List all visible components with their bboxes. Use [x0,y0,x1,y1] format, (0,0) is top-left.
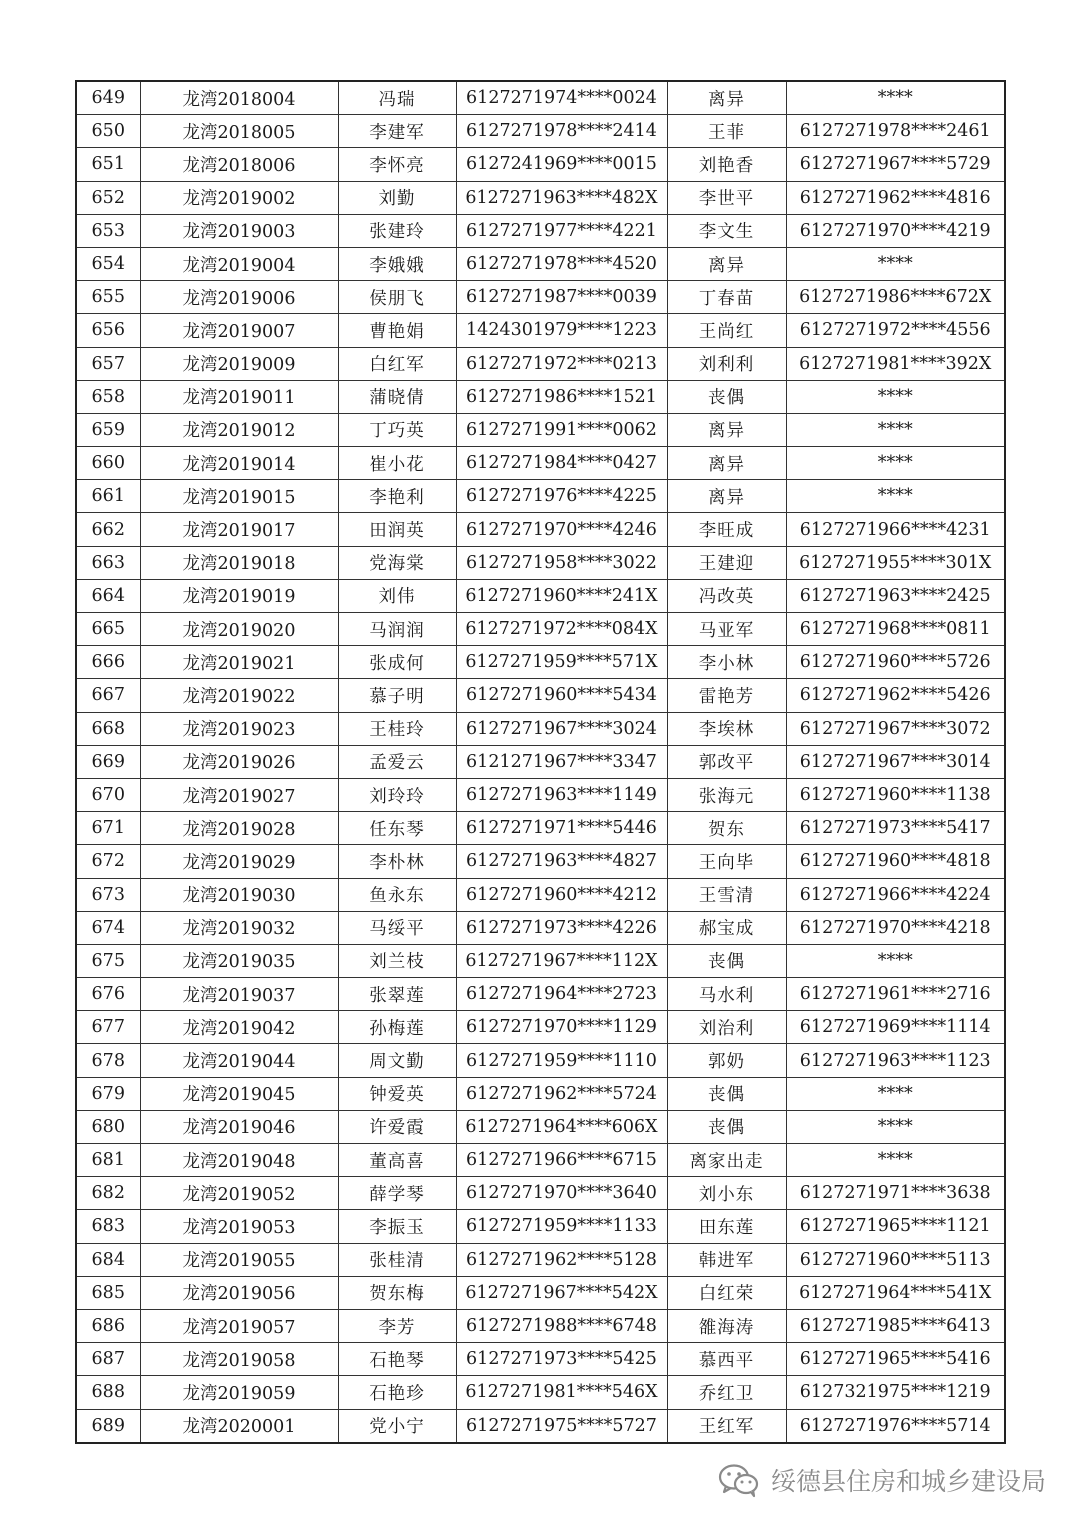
spouse-name-or-status: 郭改平 [667,745,786,778]
applicant-name: 张建玲 [338,214,456,247]
table-row [76,314,1005,347]
applicant-id: 6127271973****4226 [456,911,667,944]
applicant-name: 李怀亮 [338,148,456,181]
spouse-id: 6127271955****301X [786,546,1005,579]
spouse-id: 6127271961****2716 [786,978,1005,1011]
applicant-id: 6127271960****241X [456,579,667,612]
applicant-name: 石艳琴 [338,1343,456,1376]
applicant-name: 党海棠 [338,546,456,579]
sequence-number: 689 [76,1409,140,1443]
applicant-id: 6127271970****3640 [456,1177,667,1210]
applicant-id: 6127271978****2414 [456,115,667,148]
spouse-id: **** [786,1077,1005,1110]
applicant-name: 鱼永东 [338,878,456,911]
applicant-table [75,80,1006,1444]
table-row [76,944,1005,977]
wechat-icon [717,1462,761,1498]
applicant-name: 丁巧英 [338,413,456,446]
applicant-id: 6127271967****542X [456,1276,667,1309]
applicant-name: 张翠莲 [338,978,456,1011]
sequence-number: 669 [76,745,140,778]
spouse-name-or-status: 郭奶 [667,1044,786,1077]
applicant-name: 慕子明 [338,679,456,712]
table-row [76,181,1005,214]
file-number: 龙湾2019007 [140,314,338,347]
applicant-name: 马绥平 [338,911,456,944]
file-number: 龙湾2019029 [140,845,338,878]
applicant-name: 刘勤 [338,181,456,214]
spouse-name-or-status: 马水利 [667,978,786,1011]
table-row [76,1077,1005,1110]
table-row [76,513,1005,546]
spouse-id: 6127271965****5416 [786,1343,1005,1376]
watermark [717,1455,1046,1505]
sequence-number: 674 [76,911,140,944]
spouse-id: 6127271969****1114 [786,1011,1005,1044]
spouse-name-or-status: 刘小东 [667,1177,786,1210]
table-row [76,579,1005,612]
spouse-id: 6127271963****2425 [786,579,1005,612]
applicant-name: 李建军 [338,115,456,148]
spouse-id: **** [786,380,1005,413]
spouse-id: 6127271967****3014 [786,745,1005,778]
applicant-id: 6127271960****5434 [456,679,667,712]
spouse-name-or-status: 雒海涛 [667,1309,786,1342]
applicant-name: 刘玲玲 [338,778,456,811]
sequence-number: 652 [76,181,140,214]
table-row [76,81,1005,115]
applicant-name: 田润英 [338,513,456,546]
spouse-name-or-status: 王雪清 [667,878,786,911]
spouse-name-or-status: 王建迎 [667,546,786,579]
applicant-name: 马润润 [338,613,456,646]
spouse-name-or-status: 乔红卫 [667,1376,786,1409]
table-row [76,978,1005,1011]
file-number: 龙湾2019058 [140,1343,338,1376]
applicant-id: 6127271977****4221 [456,214,667,247]
spouse-name-or-status: 李世平 [667,181,786,214]
applicant-name: 许爱霞 [338,1110,456,1143]
spouse-id: 6127271978****2461 [786,115,1005,148]
sequence-number: 662 [76,513,140,546]
sequence-number: 654 [76,247,140,280]
table-row [76,214,1005,247]
sequence-number: 649 [76,81,140,115]
spouse-name-or-status: 郝宝成 [667,911,786,944]
file-number: 龙湾2019006 [140,281,338,314]
spouse-id: 6127271968****0811 [786,613,1005,646]
spouse-id: 6127271967****5729 [786,148,1005,181]
table-row [76,1210,1005,1243]
sequence-number: 653 [76,214,140,247]
file-number: 龙湾2019048 [140,1144,338,1177]
sequence-number: 672 [76,845,140,878]
table-row [76,1309,1005,1342]
table-row [76,447,1005,480]
spouse-id: 6127271960****5726 [786,646,1005,679]
applicant-id: 6127271967****112X [456,944,667,977]
file-number: 龙湾2019045 [140,1077,338,1110]
spouse-id: 6127271964****541X [786,1276,1005,1309]
spouse-id: 6127271960****4818 [786,845,1005,878]
file-number: 龙湾2019021 [140,646,338,679]
spouse-name-or-status: 白红荣 [667,1276,786,1309]
file-number: 龙湾2019023 [140,712,338,745]
applicant-id: 6127271962****5128 [456,1243,667,1276]
table-row [76,1110,1005,1143]
spouse-id: **** [786,944,1005,977]
spouse-id: **** [786,480,1005,513]
sequence-number: 659 [76,413,140,446]
applicant-id: 1424301979****1223 [456,314,667,347]
applicant-name: 张桂清 [338,1243,456,1276]
spouse-id: 6127271971****3638 [786,1177,1005,1210]
applicant-id: 6127271963****1149 [456,778,667,811]
applicant-name: 李娥娥 [338,247,456,280]
table-row [76,845,1005,878]
sequence-number: 678 [76,1044,140,1077]
table-row [76,878,1005,911]
sequence-number: 664 [76,579,140,612]
spouse-id: **** [786,1144,1005,1177]
applicant-id: 6127241969****0015 [456,148,667,181]
spouse-name-or-status: 丧偶 [667,1077,786,1110]
spouse-name-or-status: 丧偶 [667,1110,786,1143]
applicant-name: 钟爱英 [338,1077,456,1110]
spouse-name-or-status: 韩进军 [667,1243,786,1276]
applicant-name: 王桂玲 [338,712,456,745]
table-row [76,247,1005,280]
applicant-id: 6127271974****0024 [456,81,667,115]
file-number: 龙湾2019028 [140,812,338,845]
applicant-name: 孟爱云 [338,745,456,778]
table-row [76,281,1005,314]
file-number: 龙湾2019003 [140,214,338,247]
spouse-id: 6127271967****3072 [786,712,1005,745]
spouse-name-or-status: 离异 [667,247,786,280]
file-number: 龙湾2019020 [140,613,338,646]
sequence-number: 661 [76,480,140,513]
spouse-name-or-status: 王向毕 [667,845,786,878]
file-number: 龙湾2019030 [140,878,338,911]
sequence-number: 660 [76,447,140,480]
file-number: 龙湾2019015 [140,480,338,513]
spouse-name-or-status: 刘利利 [667,347,786,380]
spouse-name-or-status: 离异 [667,413,786,446]
applicant-name: 侯朋飞 [338,281,456,314]
spouse-id: 6127271976****5714 [786,1409,1005,1443]
file-number: 龙湾2019035 [140,944,338,977]
applicant-id: 6127271971****5446 [456,812,667,845]
spouse-name-or-status: 贺东 [667,812,786,845]
spouse-id: **** [786,81,1005,115]
file-number: 龙湾2019027 [140,778,338,811]
spouse-id: **** [786,247,1005,280]
applicant-name: 崔小花 [338,447,456,480]
spouse-id: **** [786,413,1005,446]
spouse-id: 6127271960****5113 [786,1243,1005,1276]
sequence-number: 688 [76,1376,140,1409]
spouse-name-or-status: 离异 [667,81,786,115]
applicant-id: 6127271975****5727 [456,1409,667,1443]
spouse-id: 6127271972****4556 [786,314,1005,347]
sequence-number: 673 [76,878,140,911]
table-row [76,1011,1005,1044]
applicant-name: 孙梅莲 [338,1011,456,1044]
applicant-name: 石艳珍 [338,1376,456,1409]
sequence-number: 665 [76,613,140,646]
file-number: 龙湾2019046 [140,1110,338,1143]
table-row [76,1376,1005,1409]
file-number: 龙湾2019037 [140,978,338,1011]
file-number: 龙湾2019032 [140,911,338,944]
applicant-id: 6127271964****2723 [456,978,667,1011]
sequence-number: 667 [76,679,140,712]
sequence-number: 651 [76,148,140,181]
spouse-name-or-status: 离家出走 [667,1144,786,1177]
sequence-number: 658 [76,380,140,413]
sequence-number: 650 [76,115,140,148]
applicant-name: 李朴林 [338,845,456,878]
sequence-number: 668 [76,712,140,745]
applicant-id: 6127271958****3022 [456,546,667,579]
file-number: 龙湾2019009 [140,347,338,380]
sequence-number: 666 [76,646,140,679]
applicant-id: 6127271970****1129 [456,1011,667,1044]
applicant-id: 6127271963****4827 [456,845,667,878]
table-row [76,148,1005,181]
applicant-name: 张成何 [338,646,456,679]
sequence-number: 686 [76,1309,140,1342]
file-number: 龙湾2019011 [140,380,338,413]
sequence-number: 655 [76,281,140,314]
table-body [76,81,1005,1443]
spouse-id: 6127271960****1138 [786,778,1005,811]
spouse-name-or-status: 丧偶 [667,380,786,413]
table-row [76,679,1005,712]
spouse-name-or-status: 慕西平 [667,1343,786,1376]
file-number: 龙湾2018006 [140,148,338,181]
table-row [76,778,1005,811]
applicant-id: 6127271960****4212 [456,878,667,911]
table-row [76,1177,1005,1210]
applicant-name: 李艳利 [338,480,456,513]
sequence-number: 687 [76,1343,140,1376]
spouse-name-or-status: 王菲 [667,115,786,148]
applicant-name: 党小宁 [338,1409,456,1443]
spouse-id: 6127271986****672X [786,281,1005,314]
spouse-id: 6127271970****4218 [786,911,1005,944]
spouse-name-or-status: 李旺成 [667,513,786,546]
file-number: 龙湾2019026 [140,745,338,778]
sequence-number: 663 [76,546,140,579]
applicant-id: 6127271964****606X [456,1110,667,1143]
spouse-name-or-status: 雷艳芳 [667,679,786,712]
applicant-id: 6127271962****5724 [456,1077,667,1110]
spouse-id: 6127271966****4231 [786,513,1005,546]
spouse-name-or-status: 离异 [667,447,786,480]
sequence-number: 677 [76,1011,140,1044]
file-number: 龙湾2020001 [140,1409,338,1443]
spouse-name-or-status: 李小林 [667,646,786,679]
applicant-id: 6127271973****5425 [456,1343,667,1376]
applicant-id: 6127271970****4246 [456,513,667,546]
applicant-name: 任东琴 [338,812,456,845]
spouse-id: 6127271985****6413 [786,1309,1005,1342]
table-row [76,115,1005,148]
sequence-number: 670 [76,778,140,811]
table-row [76,480,1005,513]
applicant-id: 6127271988****6748 [456,1309,667,1342]
table-row [76,812,1005,845]
spouse-name-or-status: 刘艳香 [667,148,786,181]
file-number: 龙湾2019004 [140,247,338,280]
applicant-id: 6127271959****1110 [456,1044,667,1077]
spouse-name-or-status: 刘治利 [667,1011,786,1044]
table-row [76,745,1005,778]
spouse-id: 6127271973****5417 [786,812,1005,845]
applicant-id: 6127271981****546X [456,1376,667,1409]
table-row [76,646,1005,679]
spouse-name-or-status: 李埃林 [667,712,786,745]
spouse-name-or-status: 离异 [667,480,786,513]
applicant-name: 刘兰枝 [338,944,456,977]
applicant-name: 蒲晓倩 [338,380,456,413]
watermark-text: 绥德县住房和城乡建设局 [770,1467,1046,1496]
sequence-number: 671 [76,812,140,845]
spouse-id: 6127271962****4816 [786,181,1005,214]
file-number: 龙湾2019057 [140,1309,338,1342]
table-row [76,613,1005,646]
file-number: 龙湾2019017 [140,513,338,546]
file-number: 龙湾2019044 [140,1044,338,1077]
table-row [76,546,1005,579]
file-number: 龙湾2019002 [140,181,338,214]
applicant-id: 6127271959****1133 [456,1210,667,1243]
applicant-id: 6127271978****4520 [456,247,667,280]
table-row [76,1243,1005,1276]
sequence-number: 685 [76,1276,140,1309]
file-number: 龙湾2019019 [140,579,338,612]
table-row [76,911,1005,944]
spouse-id: **** [786,1110,1005,1143]
file-number: 龙湾2019012 [140,413,338,446]
sequence-number: 683 [76,1210,140,1243]
table-row [76,1409,1005,1443]
applicant-id: 6127271987****0039 [456,281,667,314]
spouse-id: 6127271966****4224 [786,878,1005,911]
spouse-name-or-status: 冯改英 [667,579,786,612]
file-number: 龙湾2019052 [140,1177,338,1210]
applicant-id: 6127271984****0427 [456,447,667,480]
spouse-name-or-status: 张海元 [667,778,786,811]
applicant-name: 李芳 [338,1309,456,1342]
spouse-id: 6127321975****1219 [786,1376,1005,1409]
spouse-name-or-status: 李文生 [667,214,786,247]
applicant-id: 6127271966****6715 [456,1144,667,1177]
applicant-name: 刘伟 [338,579,456,612]
file-number: 龙湾2018004 [140,81,338,115]
spouse-name-or-status: 丁春苗 [667,281,786,314]
spouse-id: 6127271962****5426 [786,679,1005,712]
sequence-number: 680 [76,1110,140,1143]
applicant-name: 贺东梅 [338,1276,456,1309]
spouse-id: 6127271963****1123 [786,1044,1005,1077]
sequence-number: 656 [76,314,140,347]
applicant-name: 周文勤 [338,1044,456,1077]
applicant-name: 曹艳娟 [338,314,456,347]
spouse-id: 6127271981****392X [786,347,1005,380]
spouse-name-or-status: 王尚红 [667,314,786,347]
table-row [76,413,1005,446]
applicant-id: 6127271963****482X [456,181,667,214]
table-row [76,1044,1005,1077]
table-row [76,712,1005,745]
spouse-id: 6127271965****1121 [786,1210,1005,1243]
applicant-id: 6127271986****1521 [456,380,667,413]
spouse-id: 6127271970****4219 [786,214,1005,247]
sequence-number: 675 [76,944,140,977]
spouse-name-or-status: 王红军 [667,1409,786,1443]
file-number: 龙湾2019056 [140,1276,338,1309]
file-number: 龙湾2019059 [140,1376,338,1409]
applicant-name: 董高喜 [338,1144,456,1177]
spouse-name-or-status: 马亚军 [667,613,786,646]
sequence-number: 657 [76,347,140,380]
file-number: 龙湾2019022 [140,679,338,712]
table-row [76,1144,1005,1177]
applicant-name: 薛学琴 [338,1177,456,1210]
applicant-id: 6127271976****4225 [456,480,667,513]
table-row [76,347,1005,380]
sequence-number: 684 [76,1243,140,1276]
spouse-id: **** [786,447,1005,480]
file-number: 龙湾2019053 [140,1210,338,1243]
table-row [76,1276,1005,1309]
applicant-name: 冯瑞 [338,81,456,115]
applicant-id: 6127271967****3024 [456,712,667,745]
file-number: 龙湾2018005 [140,115,338,148]
file-number: 龙湾2019018 [140,546,338,579]
sequence-number: 676 [76,978,140,1011]
applicant-id: 6127271972****084X [456,613,667,646]
sequence-number: 679 [76,1077,140,1110]
file-number: 龙湾2019042 [140,1011,338,1044]
sequence-number: 681 [76,1144,140,1177]
spouse-name-or-status: 丧偶 [667,944,786,977]
applicant-name: 李振玉 [338,1210,456,1243]
table-row [76,1343,1005,1376]
applicant-id: 6127271959****571X [456,646,667,679]
table-row [76,380,1005,413]
file-number: 龙湾2019014 [140,447,338,480]
applicant-id: 6127271991****0062 [456,413,667,446]
applicant-id: 6127271972****0213 [456,347,667,380]
applicant-name: 白红军 [338,347,456,380]
file-number: 龙湾2019055 [140,1243,338,1276]
spouse-name-or-status: 田东莲 [667,1210,786,1243]
applicant-id: 6121271967****3347 [456,745,667,778]
sequence-number: 682 [76,1177,140,1210]
